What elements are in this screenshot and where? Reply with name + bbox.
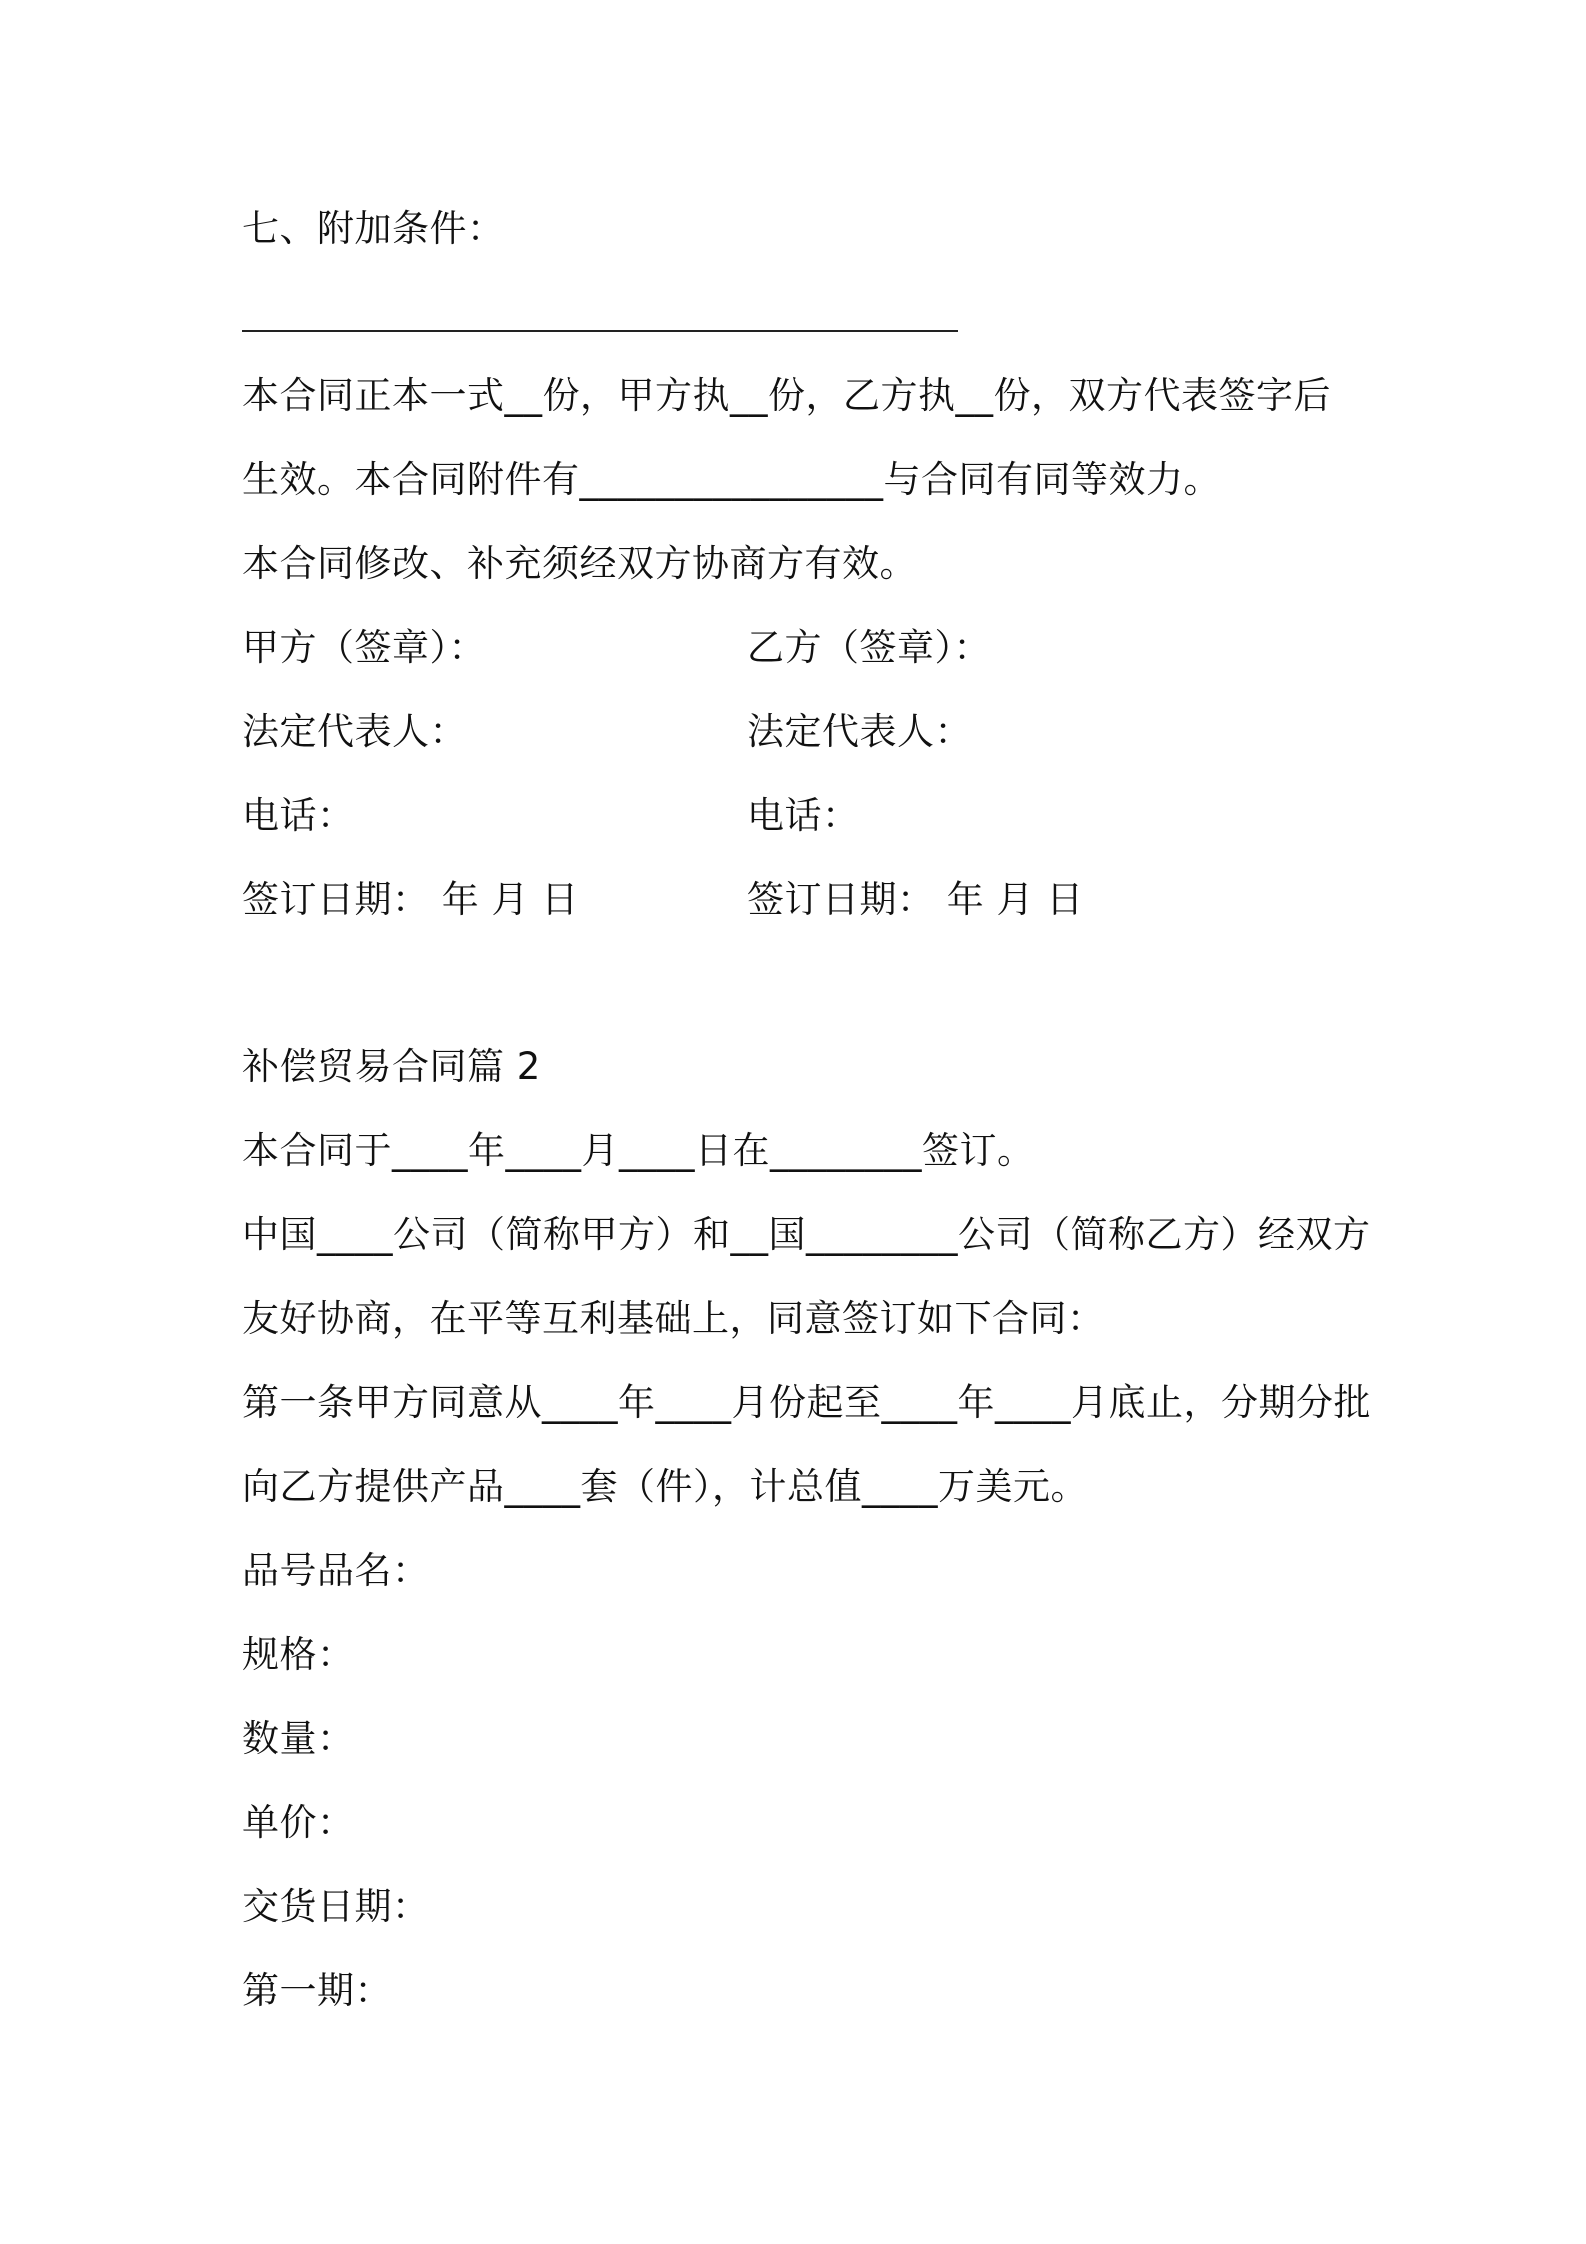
party-a-phone-label: 电话： xyxy=(242,794,355,837)
field-quantity: 数量： xyxy=(242,1717,355,1760)
party-a-seal-label: 甲方（签章）： xyxy=(242,626,486,669)
party-b-seal-label: 乙方（签章）： xyxy=(747,626,991,669)
blank-fill-line xyxy=(242,330,958,332)
part2-parties-line2: 友好协商，在平等互利基础上，同意签订如下合同： xyxy=(242,1297,1105,1340)
paragraph-amendment: 本合同修改、补充须经双方协商方有效。 xyxy=(242,542,917,585)
paragraph-copies-line2: 生效。本合同附件有________________与合同有同等效力。 xyxy=(242,458,1221,501)
field-unit-price: 单价： xyxy=(242,1801,355,1844)
party-b-date-label: 签订日期： 年 月 日 xyxy=(747,878,1084,921)
party-a-rep-label: 法定代表人： xyxy=(242,710,467,753)
article-one-line1: 第一条甲方同意从____年____月份起至____年____月底止，分期分批 xyxy=(242,1381,1371,1424)
party-b-phone-label: 电话： xyxy=(747,794,860,837)
field-specification: 规格： xyxy=(242,1633,355,1676)
part2-title: 补偿贸易合同篇 2 xyxy=(242,1045,541,1088)
field-product-name: 品号品名： xyxy=(242,1549,430,1592)
field-first-phase: 第一期： xyxy=(242,1969,392,2012)
part2-parties-line1: 中国____公司（简称甲方）和__国________公司（简称乙方）经双方 xyxy=(242,1213,1371,1256)
party-a-date-label: 签订日期： 年 月 日 xyxy=(242,878,579,921)
paragraph-copies-line1: 本合同正本一式__份，甲方执__份，乙方执__份，双方代表签字后 xyxy=(242,374,1331,417)
party-b-rep-label: 法定代表人： xyxy=(747,710,972,753)
field-delivery-date: 交货日期： xyxy=(242,1885,430,1928)
article-one-line2: 向乙方提供产品____套（件），计总值____万美元。 xyxy=(242,1465,1088,1508)
section-heading: 七、附加条件： xyxy=(242,207,505,250)
part2-sign-place-line: 本合同于____年____月____日在________签订。 xyxy=(242,1129,1035,1172)
